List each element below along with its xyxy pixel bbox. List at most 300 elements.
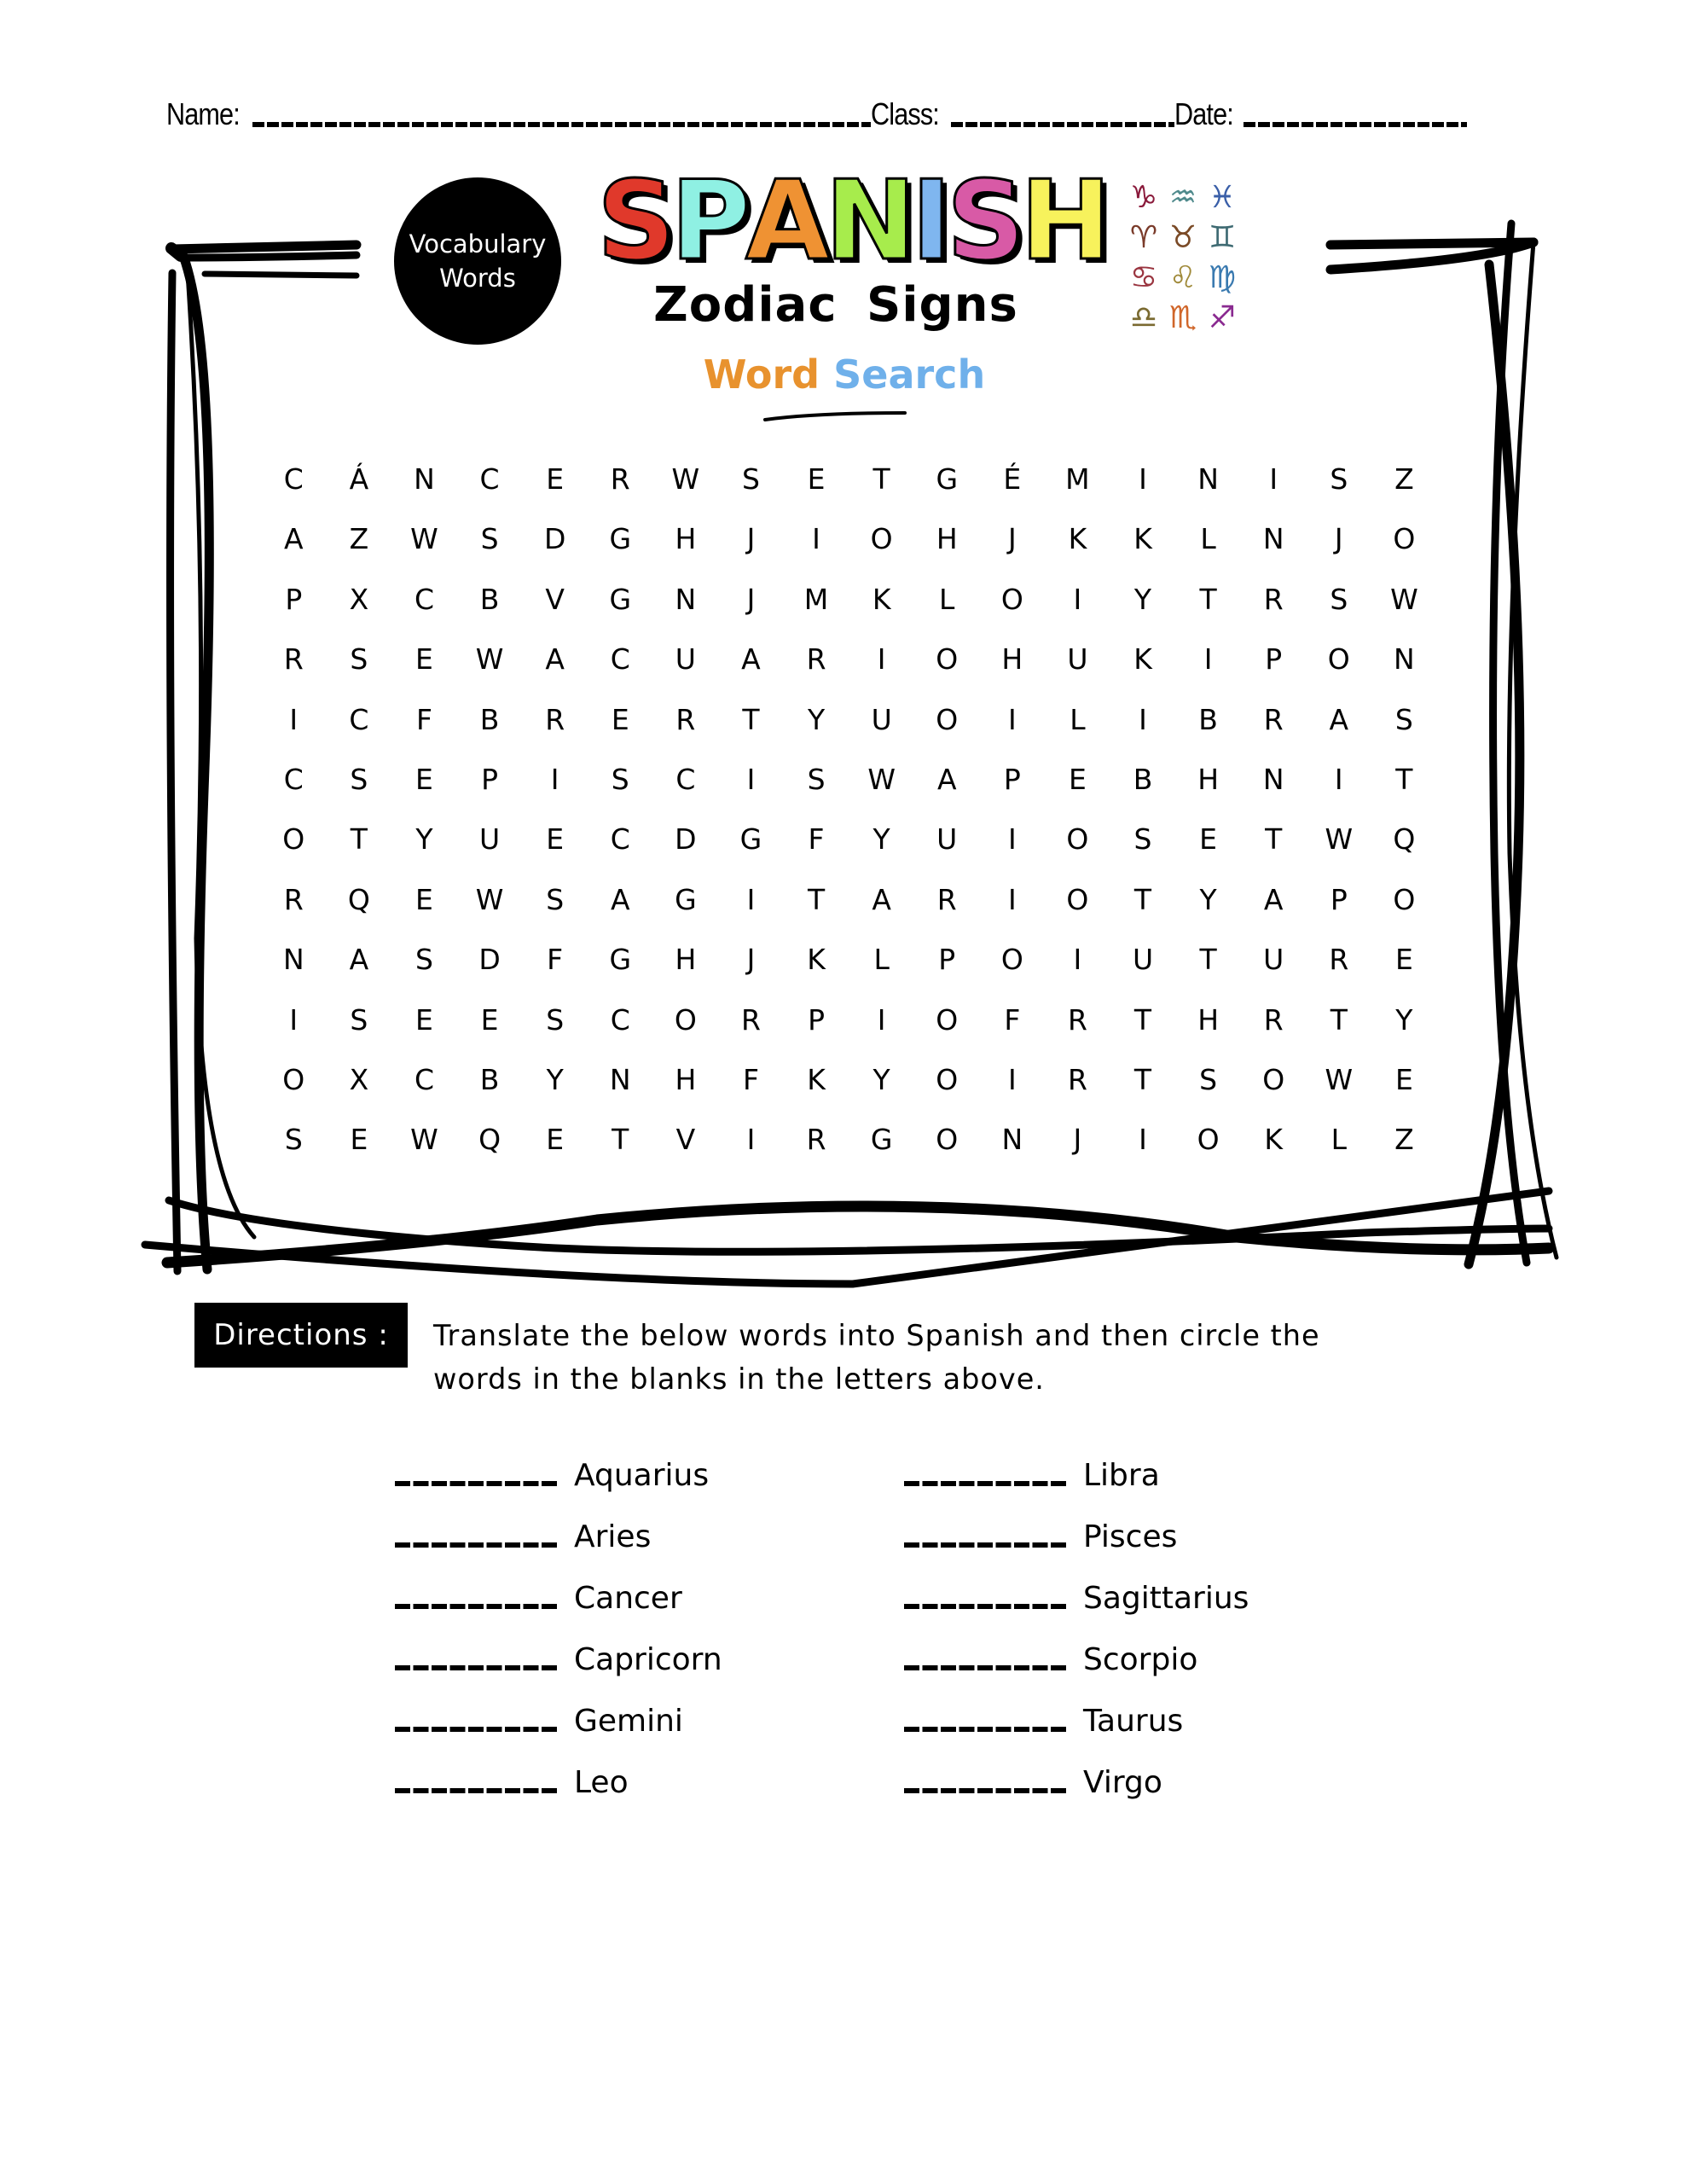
grid-letter[interactable]: E (415, 1002, 433, 1037)
grid-letter[interactable]: P (285, 582, 303, 616)
grid-letter[interactable]: O (936, 1062, 959, 1096)
grid-letter[interactable]: N (1262, 762, 1284, 796)
grid-letter[interactable]: A (1329, 702, 1349, 736)
leo-icon: ♌ (1168, 260, 1197, 295)
title-letter: A (745, 158, 826, 285)
answer-blank[interactable] (395, 1604, 557, 1609)
grid-letter[interactable]: E (546, 462, 565, 496)
word-list-item (904, 1512, 1249, 1554)
grid-letter[interactable]: E (415, 642, 433, 677)
vocabulary-words-badge (394, 177, 561, 345)
grid-letter[interactable]: I (1139, 462, 1147, 496)
word-list-item (395, 1635, 722, 1677)
badge-line-1: Vocabulary (409, 229, 547, 258)
grid-letter[interactable]: W (475, 882, 504, 916)
grid-letter[interactable]: K (872, 582, 891, 616)
aquarius-icon: ♒ (1168, 180, 1197, 215)
grid-letter[interactable]: W (1325, 822, 1354, 857)
answer-blank[interactable] (904, 1727, 1066, 1732)
grid-letter[interactable]: C (610, 1002, 630, 1037)
grid-letter[interactable]: S (1199, 1062, 1218, 1096)
grid-letter[interactable]: Z (349, 522, 369, 556)
grid-letter[interactable]: S (741, 462, 760, 496)
grid-letter[interactable]: G (870, 1123, 893, 1157)
grid-letter[interactable]: O (936, 1123, 959, 1157)
answer-blank[interactable] (395, 1665, 557, 1670)
grid-letter[interactable]: G (739, 822, 762, 857)
grid-letter[interactable]: I (1007, 882, 1017, 916)
word-list-item (395, 1512, 722, 1554)
grid-letter[interactable]: J (1334, 522, 1343, 556)
word-list-item (395, 1573, 722, 1616)
grid-letter[interactable]: O (282, 822, 305, 857)
grid-letter[interactable]: C (610, 822, 630, 857)
grid-letter[interactable]: P (1003, 762, 1021, 796)
grid-letter[interactable]: I (550, 762, 559, 796)
grid-letter[interactable]: I (746, 882, 756, 916)
grid-letter[interactable]: S (480, 522, 499, 556)
grid-letter[interactable]: W (410, 1123, 438, 1157)
grid-letter[interactable]: E (546, 822, 565, 857)
grid-letter[interactable]: E (1394, 1062, 1413, 1096)
grid-letter[interactable]: P (808, 1002, 825, 1037)
grid-letter[interactable]: S (1394, 702, 1413, 736)
grid-letter[interactable]: R (1263, 702, 1284, 736)
grid-letter[interactable]: O (936, 1002, 959, 1037)
grid-letter[interactable]: T (350, 822, 368, 857)
grid-letter[interactable]: Z (1394, 1123, 1414, 1157)
grid-letter[interactable]: Q (478, 1123, 501, 1157)
grid-letter[interactable]: V (545, 582, 565, 616)
grid-row (261, 874, 1438, 934)
grid-letter[interactable]: K (807, 943, 826, 977)
grid-letter[interactable]: O (1000, 943, 1023, 977)
grid-letter[interactable]: R (283, 882, 304, 916)
grid-letter[interactable]: V (675, 1123, 696, 1157)
grid-letter[interactable]: T (1133, 882, 1152, 916)
title-underline-swash (763, 408, 908, 425)
grid-letter[interactable]: H (675, 1062, 697, 1096)
word-label: Sagittarius (1083, 1581, 1249, 1616)
grid-letter[interactable]: A (545, 642, 565, 677)
grid-letter[interactable]: O (1393, 882, 1416, 916)
grid-letter[interactable]: X (349, 582, 369, 616)
answer-blank[interactable] (904, 1665, 1066, 1670)
grid-letter[interactable]: J (746, 522, 756, 556)
grid-letter[interactable]: H (675, 522, 697, 556)
grid-letter[interactable]: T (1133, 1002, 1152, 1037)
taurus-icon: ♉ (1168, 220, 1197, 255)
grid-letter[interactable]: T (1395, 762, 1413, 796)
grid-row (261, 934, 1438, 994)
grid-letter[interactable]: L (1330, 1123, 1347, 1157)
grid-letter[interactable]: F (808, 822, 825, 857)
word-label: Gemini (574, 1704, 683, 1739)
grid-letter[interactable]: T (1199, 582, 1217, 616)
grid-letter[interactable]: C (283, 462, 304, 496)
grid-letter[interactable]: Y (1199, 882, 1217, 916)
word-label: Virgo (1083, 1765, 1162, 1800)
grid-letter[interactable]: E (1199, 822, 1218, 857)
grid-letter[interactable]: I (1139, 702, 1147, 736)
grid-letter[interactable]: M (1065, 462, 1090, 496)
grid-letter[interactable]: O (1393, 522, 1416, 556)
grid-letter[interactable]: W (867, 762, 896, 796)
grid-letter[interactable]: Á (349, 462, 369, 496)
grid-letter[interactable]: O (1066, 822, 1089, 857)
grid-letter[interactable]: N (1001, 1123, 1023, 1157)
spanish-title (597, 158, 1107, 285)
grid-letter[interactable]: O (1262, 1062, 1285, 1096)
grid-letter[interactable]: P (481, 762, 499, 796)
grid-letter[interactable]: O (936, 642, 959, 677)
word-list-item (395, 1757, 722, 1800)
grid-letter[interactable]: I (877, 642, 886, 677)
grid-letter[interactable]: D (543, 522, 566, 556)
grid-letter[interactable]: Y (1395, 1002, 1413, 1037)
grid-letter[interactable]: P (938, 943, 956, 977)
grid-letter[interactable]: U (479, 822, 501, 857)
grid-letter[interactable]: E (1068, 762, 1087, 796)
grid-letter[interactable]: W (1325, 1062, 1354, 1096)
grid-letter[interactable]: T (1199, 943, 1217, 977)
grid-letter[interactable]: S (1133, 822, 1152, 857)
directions-line-2: words in the blanks in the letters above. (433, 1362, 1045, 1396)
grid-letter[interactable]: O (674, 1002, 697, 1037)
grid-letter[interactable]: R (1329, 943, 1349, 977)
grid-letter[interactable]: H (1197, 1002, 1220, 1037)
word-search-search: Search (833, 351, 986, 398)
word-label: Leo (574, 1765, 629, 1800)
grid-letter[interactable]: T (1330, 1002, 1348, 1037)
grid-letter[interactable]: S (1330, 462, 1348, 496)
word-list-item (904, 1573, 1249, 1616)
grid-row (261, 754, 1438, 814)
directions-text (433, 1314, 1406, 1401)
grid-letter[interactable]: C (479, 462, 500, 496)
grid-letter[interactable]: L (1070, 702, 1086, 736)
grid-letter[interactable]: F (415, 702, 432, 736)
grid-letter[interactable]: O (1197, 1123, 1220, 1157)
word-label: Cancer (574, 1581, 682, 1616)
zodiac-icons-grid (1124, 177, 1244, 340)
gemini-icon: ♊ (1208, 220, 1237, 255)
grid-row (261, 814, 1438, 874)
word-search-heading (648, 351, 1041, 398)
grid-letter[interactable]: F (547, 943, 564, 977)
scorpio-icon: ♏ (1168, 300, 1197, 335)
grid-letter[interactable]: J (746, 582, 756, 616)
grid-letter[interactable]: G (936, 462, 959, 496)
grid-letter[interactable]: I (877, 1002, 886, 1037)
grid-letter[interactable]: J (1007, 522, 1017, 556)
grid-letter[interactable]: O (1000, 582, 1023, 616)
grid-letter[interactable]: Q (347, 882, 370, 916)
grid-letter[interactable]: R (283, 642, 304, 677)
title-letter: N (825, 158, 912, 285)
grid-letter[interactable]: K (1264, 1123, 1284, 1157)
grid-letter[interactable]: A (610, 882, 630, 916)
grid-letter[interactable]: I (746, 762, 756, 796)
grid-letter[interactable]: U (1067, 642, 1088, 677)
grid-row (261, 694, 1438, 754)
word-list-item (904, 1696, 1249, 1739)
grid-letter[interactable]: Y (415, 822, 433, 857)
grid-letter[interactable]: L (873, 943, 890, 977)
word-label: Libra (1083, 1458, 1160, 1493)
grid-letter[interactable]: N (1197, 462, 1219, 496)
grid-letter[interactable]: E (1394, 943, 1413, 977)
grid-letter[interactable]: I (1007, 1062, 1017, 1096)
grid-letter[interactable]: E (415, 762, 433, 796)
grid-letter[interactable]: T (742, 702, 760, 736)
grid-letter[interactable]: A (936, 762, 957, 796)
grid-letter[interactable]: L (939, 582, 955, 616)
grid-letter[interactable]: N (1262, 522, 1284, 556)
grid-letter[interactable]: G (609, 522, 632, 556)
grid-letter[interactable]: U (1132, 943, 1154, 977)
title-letter: I (911, 158, 947, 285)
grid-row (261, 995, 1438, 1054)
grid-letter[interactable]: Y (872, 1062, 890, 1096)
grid-letter[interactable]: H (936, 522, 958, 556)
directions-line-1: Translate the below words into Spanish and then circle the (433, 1319, 1320, 1352)
word-search-grid (261, 454, 1438, 1175)
grid-letter[interactable]: A (741, 642, 761, 677)
date-blank[interactable] (1244, 122, 1467, 127)
grid-letter[interactable]: W (1390, 582, 1418, 616)
grid-letter[interactable]: A (349, 943, 369, 977)
grid-letter[interactable]: U (936, 822, 958, 857)
grid-letter[interactable]: R (610, 462, 630, 496)
grid-letter[interactable]: R (1067, 1062, 1087, 1096)
grid-letter[interactable]: I (1073, 582, 1082, 616)
grid-letter[interactable]: O (1066, 882, 1089, 916)
grid-letter[interactable]: T (807, 882, 826, 916)
grid-letter[interactable]: R (1067, 1002, 1087, 1037)
grid-letter[interactable]: R (936, 882, 957, 916)
grid-letter[interactable]: O (1327, 642, 1350, 677)
answer-blank[interactable] (904, 1604, 1066, 1609)
grid-letter[interactable]: I (1007, 702, 1017, 736)
grid-letter[interactable]: E (480, 1002, 499, 1037)
grid-letter[interactable]: A (284, 522, 304, 556)
grid-letter[interactable]: O (936, 702, 959, 736)
grid-letter[interactable]: O (870, 522, 893, 556)
grid-letter[interactable]: T (612, 1123, 629, 1157)
grid-letter[interactable]: J (746, 943, 756, 977)
grid-letter[interactable]: O (282, 1062, 305, 1096)
grid-letter[interactable]: D (675, 822, 697, 857)
grid-letter[interactable]: P (1265, 642, 1283, 677)
grid-letter[interactable]: R (1263, 582, 1284, 616)
grid-letter[interactable]: B (1198, 702, 1218, 736)
grid-letter[interactable]: M (803, 582, 829, 616)
grid-letter[interactable]: R (806, 642, 826, 677)
answer-blank[interactable] (904, 1788, 1066, 1793)
grid-letter[interactable]: C (349, 702, 369, 736)
grid-letter[interactable]: N (1394, 642, 1415, 677)
grid-letter[interactable]: T (1265, 822, 1283, 857)
grid-letter[interactable]: Y (872, 822, 890, 857)
grid-letter[interactable]: S (546, 1002, 565, 1037)
grid-letter[interactable]: A (872, 882, 891, 916)
virgo-icon: ♍ (1208, 260, 1237, 295)
grid-row (261, 454, 1438, 514)
grid-letter[interactable]: H (1197, 762, 1220, 796)
grid-letter[interactable]: T (1133, 1062, 1152, 1096)
title-letter: S (597, 158, 671, 285)
grid-letter[interactable]: S (350, 642, 368, 677)
answer-blank[interactable] (395, 1727, 557, 1732)
grid-letter[interactable]: Q (1393, 822, 1416, 857)
grid-letter[interactable]: R (806, 1123, 826, 1157)
grid-letter[interactable]: D (478, 943, 501, 977)
answer-blank[interactable] (395, 1788, 557, 1793)
grid-letter[interactable]: K (807, 1062, 826, 1096)
grid-letter[interactable]: G (609, 943, 632, 977)
grid-letter[interactable]: B (479, 702, 500, 736)
grid-letter[interactable]: S (807, 762, 826, 796)
grid-letter[interactable]: Y (807, 702, 826, 736)
grid-letter[interactable]: I (289, 1002, 299, 1037)
grid-letter[interactable]: E (546, 1123, 565, 1157)
grid-letter[interactable]: U (675, 642, 696, 677)
word-label: Capricorn (574, 1642, 722, 1677)
grid-letter[interactable]: G (675, 882, 697, 916)
grid-letter[interactable]: É (1003, 462, 1022, 496)
grid-letter[interactable]: C (414, 1062, 434, 1096)
grid-letter[interactable]: U (871, 702, 892, 736)
grid-letter[interactable]: R (1263, 1002, 1284, 1037)
word-list-right (904, 1450, 1249, 1819)
grid-letter[interactable]: K (1133, 642, 1152, 677)
badge-line-2: Words (439, 264, 516, 293)
grid-letter[interactable]: I (1139, 1123, 1147, 1157)
title-letter: S (946, 158, 1020, 285)
grid-letter[interactable]: I (1203, 642, 1213, 677)
grid-letter[interactable]: F (742, 1062, 759, 1096)
word-label: Aries (574, 1519, 652, 1554)
name-blank[interactable] (252, 122, 871, 127)
grid-letter[interactable]: C (675, 762, 696, 796)
word-list-item (395, 1450, 722, 1493)
grid-letter[interactable]: I (1073, 943, 1082, 977)
grid-letter[interactable]: N (414, 462, 435, 496)
grid-row (261, 634, 1438, 694)
title-letter: H (1020, 158, 1107, 285)
grid-letter[interactable]: I (812, 522, 820, 556)
grid-letter[interactable]: W (410, 522, 438, 556)
class-label: Class: (871, 96, 939, 131)
grid-letter[interactable]: S (350, 762, 368, 796)
grid-letter[interactable]: T (872, 462, 890, 496)
grid-letter[interactable]: P (1330, 882, 1348, 916)
grid-letter[interactable]: A (1263, 882, 1284, 916)
grid-letter[interactable]: U (1263, 943, 1284, 977)
grid-letter[interactable]: B (479, 1062, 500, 1096)
grid-letter[interactable]: R (740, 1002, 761, 1037)
grid-letter[interactable]: Y (546, 1062, 564, 1096)
word-list-left (395, 1450, 722, 1819)
grid-letter[interactable]: H (1001, 642, 1023, 677)
grid-letter[interactable]: K (1068, 522, 1087, 556)
grid-letter[interactable]: L (1200, 522, 1216, 556)
grid-letter[interactable]: H (675, 943, 697, 977)
date-label: Date: (1174, 96, 1233, 131)
grid-letter[interactable]: C (283, 762, 304, 796)
grid-letter[interactable]: Z (1394, 462, 1414, 496)
grid-letter[interactable]: W (671, 462, 700, 496)
grid-letter[interactable]: I (1007, 822, 1017, 857)
grid-letter[interactable]: Y (1133, 582, 1152, 616)
grid-letter[interactable]: S (284, 1123, 303, 1157)
grid-letter[interactable]: R (545, 702, 565, 736)
word-label: Scorpio (1083, 1642, 1198, 1677)
grid-letter[interactable]: C (610, 642, 630, 677)
grid-letter[interactable]: I (289, 702, 299, 736)
answer-blank[interactable] (904, 1481, 1066, 1486)
grid-letter[interactable]: X (349, 1062, 369, 1096)
directions-label: Directions : (194, 1303, 408, 1368)
name-label: Name: (166, 96, 240, 131)
word-label: Aquarius (574, 1458, 710, 1493)
pisces-icon: ♓ (1208, 180, 1237, 215)
grid-letter[interactable]: F (1004, 1002, 1021, 1037)
word-label: Taurus (1083, 1704, 1184, 1739)
grid-row (261, 1114, 1438, 1174)
word-list-item (395, 1696, 722, 1739)
grid-letter[interactable]: B (1133, 762, 1153, 796)
grid-letter[interactable]: S (1330, 582, 1348, 616)
grid-letter[interactable]: B (479, 582, 500, 616)
grid-letter[interactable]: I (1334, 762, 1343, 796)
cancer-icon: ♋ (1129, 260, 1158, 295)
word-label: Pisces (1083, 1519, 1178, 1554)
grid-letter[interactable]: E (611, 702, 629, 736)
word-list-item (904, 1757, 1249, 1800)
answer-blank[interactable] (395, 1542, 557, 1548)
grid-letter[interactable]: R (675, 702, 696, 736)
grid-letter[interactable]: E (807, 462, 826, 496)
grid-row (261, 1054, 1438, 1114)
grid-letter[interactable]: W (475, 642, 504, 677)
grid-letter[interactable]: N (675, 582, 697, 616)
grid-letter[interactable]: N (609, 1062, 631, 1096)
grid-letter[interactable]: N (282, 943, 304, 977)
grid-letter[interactable]: E (350, 1123, 368, 1157)
grid-letter[interactable]: E (415, 882, 433, 916)
grid-letter[interactable]: C (414, 582, 434, 616)
grid-letter[interactable]: K (1133, 522, 1152, 556)
word-list-item (904, 1635, 1249, 1677)
class-blank[interactable] (951, 122, 1174, 127)
grid-letter[interactable]: S (611, 762, 629, 796)
answer-blank[interactable] (904, 1542, 1066, 1548)
grid-letter[interactable]: I (1269, 462, 1278, 496)
zodiac-signs-subtitle: Zodiac Signs (653, 277, 1018, 333)
grid-letter[interactable]: S (350, 1002, 368, 1037)
word-search-word: Word (703, 351, 820, 398)
grid-letter[interactable]: S (546, 882, 565, 916)
title-letter: P (670, 158, 745, 285)
grid-letter[interactable]: J (1073, 1123, 1082, 1157)
grid-letter[interactable]: I (746, 1123, 756, 1157)
answer-blank[interactable] (395, 1481, 557, 1486)
grid-letter[interactable]: S (415, 943, 433, 977)
libra-icon: ♎ (1129, 300, 1158, 335)
grid-letter[interactable]: G (609, 582, 632, 616)
